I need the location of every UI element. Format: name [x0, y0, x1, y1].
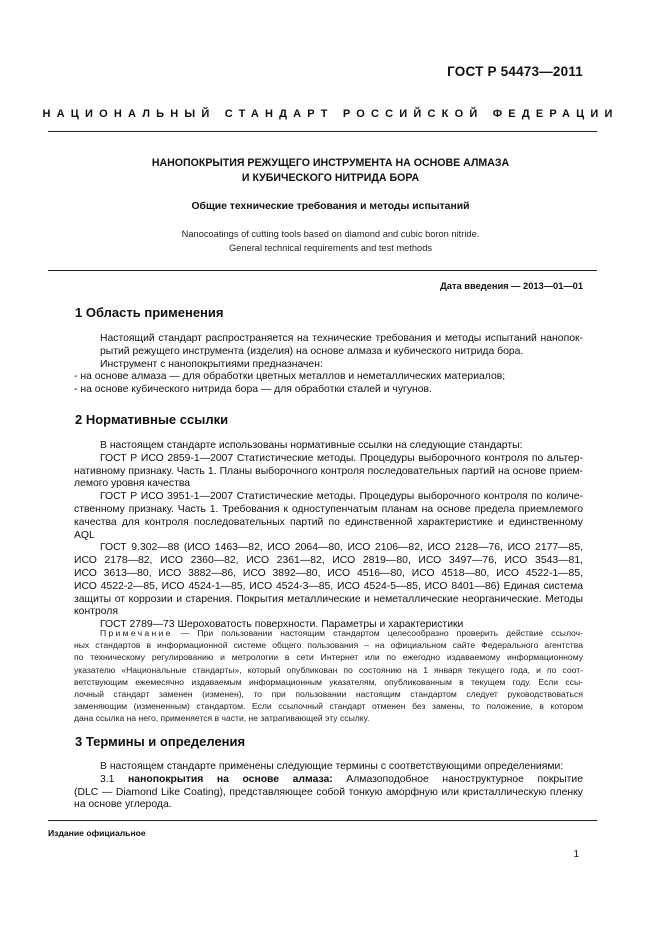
s1-p2: Инструмент с нанопокрытиями предназначен: — [100, 358, 323, 370]
note-label: Примечание — [100, 628, 173, 638]
term-name: нанопокрытия на основе алмаза: — [128, 773, 333, 785]
ref-1-line2: нативному признаку. Часть 1. Планы выборочного контроля последовательных партий на основе прием- — [74, 465, 583, 477]
section-3-heading: 3 Термины и определения — [75, 734, 246, 749]
term-definition-line1: Алмазоподобное наноструктурное покрытие — [332, 773, 583, 785]
ref-3-line6: контроля — [74, 606, 118, 618]
ref-2-line3: качества для контроля последовательных партий по единственной характеристике и единственному AQL — [74, 516, 583, 541]
ref-4: ГОСТ 2789—73 Шероховатость поверхности. Параметры и характеристики — [100, 619, 464, 631]
ref-2-line2: ственному признаку. Часть 1. Требования к одноступенчатым планам на основе предела приемлемого — [74, 503, 583, 515]
s1-list-item-2: - на основе кубического нитрида бора — для обработки сталей и чугунов. — [74, 384, 432, 396]
section-2-body — [74, 440, 583, 632]
s3-intro: В настоящем стандарте применены следующие термины с соответствующими определениями: — [100, 761, 564, 772]
note-line5: ветствующим ежемесячно издаваемым информационным указателям, опубликованным в текущем году. Если ссы- — [74, 676, 583, 687]
bottom-rule — [48, 820, 597, 821]
note-line1: — При пользовании настоящим стандартом целесообразно проверить действие ссылоч- — [172, 628, 583, 638]
ref-3-line1: ГОСТ 9.302—88 (ИСО 1463—82, ИСО 2064—80, ИСО 2106—82, ИСО 2128—76, ИСО 2177—85, — [100, 542, 583, 554]
edition-label: Издание официальное — [48, 828, 146, 838]
ref-3-line3: ИСО 3613—80, ИСО 3882—86, ИСО 3892—80, ИСО 4516—80, ИСО 4518—80, ИСО 4522-1—85, — [74, 567, 583, 579]
s1-p1-line1: Настоящий стандарт распространяется на технические требования и методы испытаний нанопок- — [100, 333, 583, 344]
term-definition-line3: на основе углерода. — [74, 799, 172, 811]
title-line-2: И КУБИЧЕСКОГО НИТРИДА БОРА — [241, 172, 420, 184]
document-code: ГОСТ Р 54473—2011 — [447, 64, 583, 79]
top-rule — [48, 131, 597, 132]
section-1-body — [74, 333, 583, 397]
note-line8: дана ссылка на него, применяется в части, не затрагивающей эту ссылку. — [74, 713, 370, 724]
s2-intro: В настоящем стандарте использованы нормативные ссылки на следующие стандарты: — [100, 440, 523, 451]
ref-3-line5: защиты от коррозии и старения. Покрытия металлические и неметаллические неорганические. Методы — [74, 593, 583, 605]
note-line6: лочный стандарт заменен (изменен), то при пользовании настоящим стандартом следует руководствоваться — [74, 689, 583, 700]
ref-3-line4: ИСО 4522-2—85, ИСО 4524-1—85, ИСО 4524-3—85, ИСО 4524-5—85, ИСО 8401—86) Единая система — [74, 580, 583, 592]
term-number: 3.1 — [100, 773, 115, 785]
ref-1-line1: ГОСТ Р ИСО 2859-1—2007 Статистические методы. Процедуры выборочного контроля по альтер- — [100, 452, 583, 464]
ref-3-line2: ИСО 2178—82, ИСО 2360—82, ИСО 2361—82, ИСО 2819—80, ИСО 3497—76, ИСО 3543—81, — [74, 555, 583, 567]
s1-p1-line2: рытий режущего инструмента (изделия) на основе алмаза и кубического нитрида бора. — [100, 345, 524, 357]
term-definition-line2: (DLC — Diamond Like Coating), представляющее собой тонкую аморфную или кристаллическую пленку — [74, 786, 583, 798]
english-title-line-2: General technical requirements and test methods — [228, 243, 433, 253]
note-line2: ных стандартов в информационной системе общего пользования – на официальном сайте Федерального агентства — [74, 640, 583, 651]
title-line-1: НАНОПОКРЫТИЯ РЕЖУЩЕГО ИНСТРУМЕНТА НА ОСНОВЕ АЛМАЗА — [151, 157, 510, 169]
subtitle: Общие технические требования и методы испытаний — [191, 201, 470, 212]
section-1-heading: 1 Область применения — [75, 305, 224, 320]
s1-list-item-1: - на основе алмаза — для обработки цветных металлов и неметаллических материалов; — [74, 371, 506, 383]
page-number: 1 — [573, 849, 579, 860]
note-block — [74, 627, 583, 725]
english-title-line-1: Nanocoatings of cutting tools based on diamond and cubic boron nitride. — [181, 229, 480, 239]
note-line3: по техническому регулированию и метрологии в сети Интернет или по ежегодно издаваемому информационному — [74, 652, 583, 663]
title-rule — [48, 270, 597, 271]
ref-2-line1: ГОСТ Р ИСО 3951-1—2007 Статистические методы. Процедуры выборочного контроля по количе- — [100, 491, 583, 503]
section-2-heading: 2 Нормативные ссылки — [75, 412, 229, 427]
ref-1-line3: лемого уровня качества — [74, 478, 191, 490]
note-line7: заменяющим (измененным) стандартом. Если ссылочный стандарт отменен без замены, то положение, в котором — [74, 701, 583, 712]
standard-banner: НАЦИОНАЛЬНЫЙ СТАНДАРТ РОССИЙСКОЙ ФЕДЕРАЦИИ — [42, 108, 619, 120]
section-3-body — [74, 761, 583, 812]
introduction-date: Дата введения — 2013—01—01 — [440, 281, 583, 291]
note-line4: указателю «Национальные стандарты», который опубликован по состоянию на 1 января текущего года, и по соот- — [74, 664, 583, 675]
